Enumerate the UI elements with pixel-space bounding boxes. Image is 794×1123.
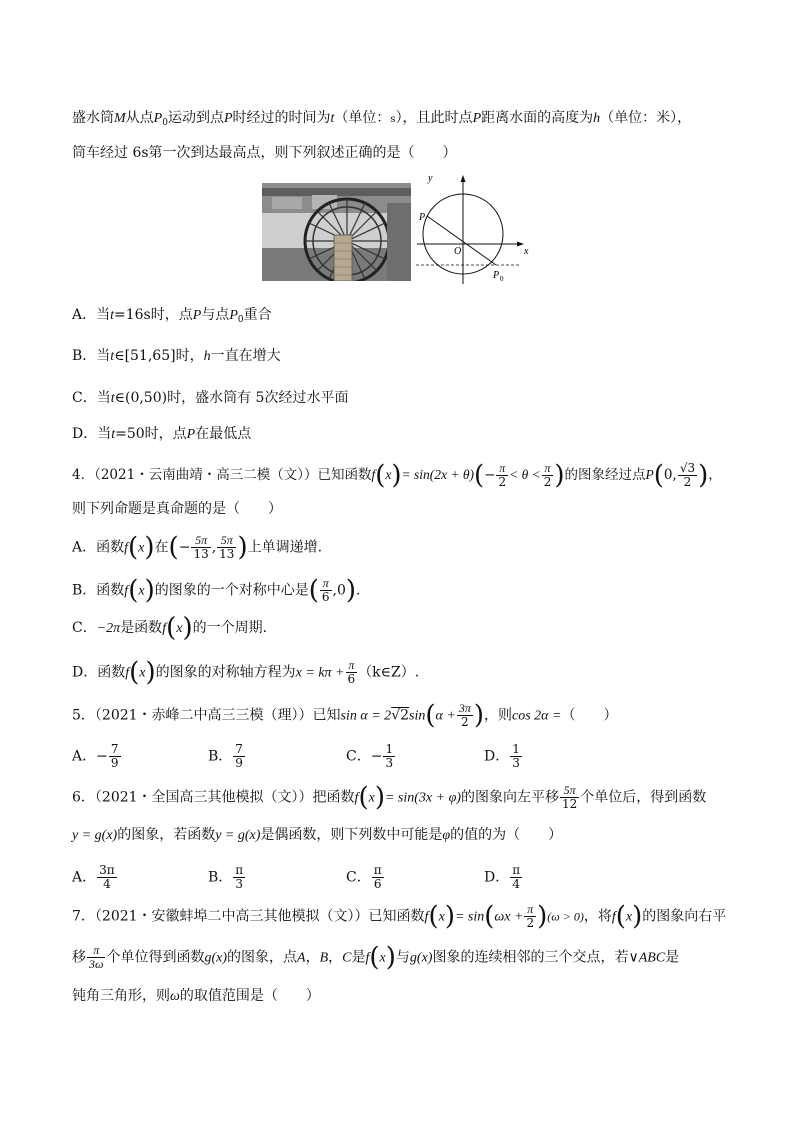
q4-option-b[interactable]: B．函数f(x)的图象的一个对称中心是( $\frac{\pi}{6}$ ,0).	[72, 575, 361, 606]
math-expr: = sin	[454, 909, 485, 925]
q3-option-d[interactable]	[72, 424, 734, 445]
text: 图象的连续相邻的三个交点，若	[432, 949, 629, 966]
fraction-5pi-over-13: $\frac{5\pi}{13}$	[219, 533, 235, 561]
text: 时，盛水筒有 5次经过水平面	[167, 390, 349, 406]
math-symbol: ∈	[114, 390, 125, 406]
q4-stem-line-1: 4．（2021・云南曲靖・高三二模（文））已知函数f(x)= sin(2x + θ)(− $\frac{\pi}{2}$ < θ < $\frac{\pi}{2}$ )的图象经过点P(0, $\frac{√3}{2}$ )，	[72, 460, 722, 491]
q7-stem-line-2: 移 $\frac{\pi}{3\omega}$ 个单位得到函数g(x)的图象，点A，B，C是f(x)与g(x)图象的连续相邻的三个交点，若∨ABC是	[72, 942, 680, 973]
text: 的取值范围是（ ）	[179, 988, 320, 1004]
math-var: φ	[442, 828, 451, 843]
text: .	[356, 582, 361, 599]
text: ，将	[583, 908, 612, 925]
option-label: D．当	[72, 426, 112, 442]
q5-option-b[interactable]	[208, 743, 246, 770]
x-axis-arrow	[517, 242, 524, 247]
q3-option-a[interactable]	[72, 305, 734, 330]
option-label: C．	[72, 620, 97, 636]
origin-label: O	[454, 246, 462, 257]
option-label: A．	[72, 748, 97, 765]
subscript: 0	[162, 118, 168, 128]
option-label: B．	[208, 748, 233, 765]
q6-option-c[interactable]	[346, 864, 385, 891]
text: 的值的为（ ）	[450, 827, 563, 843]
q5-stem: 5．（2021・赤峰二中高三三模（理））已知sin α = 2√2sin(α + $\frac{3\pi}{2}$ )，则cos 2α =（ ）	[72, 700, 618, 731]
text: 时，点	[144, 426, 187, 442]
text: 距离水面的高度为	[481, 110, 594, 126]
fraction-pi-over-2: $\frac{\pi}{2}$	[498, 461, 507, 489]
math-var: P	[472, 111, 482, 126]
fraction-5pi-over-12: $\frac{5\pi}{12}$	[561, 783, 578, 811]
math-var: P	[229, 308, 238, 323]
x-axis-label: x	[524, 246, 529, 257]
math-var: t	[110, 308, 115, 323]
math-var: P	[192, 308, 202, 323]
text: 与	[395, 949, 410, 966]
q4-option-a[interactable]: A．函数f(x)在(− $\frac{5\pi}{13}$ , $\frac{5\pi}{13}$ )上单调递增.	[72, 532, 323, 563]
math-expr: α +	[435, 708, 456, 724]
math-symbol: ∈	[114, 348, 125, 364]
math-sqrt: √2	[391, 707, 410, 724]
q6-option-d[interactable]	[484, 864, 523, 891]
option-label: B．函数	[72, 582, 125, 599]
fraction-pi-over-3omega: $\frac{\pi}{3\omega}$	[89, 943, 104, 971]
fraction-pi-over-6: $\frac{\pi}{6}$	[321, 576, 330, 604]
y-axis-arrow	[461, 175, 466, 182]
math-expr: y = g(x)	[72, 828, 118, 843]
text: 的图象的对称轴方程为	[155, 664, 296, 681]
text: 在最低点	[195, 426, 252, 442]
math-expr: = sin(3x + φ)	[384, 790, 461, 806]
unit: s	[390, 114, 396, 125]
option-fraction: $\frac{\pi}{4}$	[512, 863, 521, 891]
fraction-pi-over-2: $\frac{\pi}{2}$	[543, 461, 552, 489]
option-label: A．函数	[72, 539, 125, 556]
math-var: B	[319, 950, 329, 966]
option-fraction: $\frac{3\pi}{4}$	[99, 863, 115, 891]
fraction-pi-over-6: $\frac{\pi}{6}$	[347, 658, 356, 686]
math-expr: ,0	[332, 582, 346, 599]
option-fraction: $\frac{7}{9}$	[110, 742, 119, 770]
q3-intro-line-1	[72, 108, 734, 133]
math-expr: cos 2α =	[511, 708, 562, 724]
q5-option-d[interactable]	[484, 743, 523, 770]
q7-stem-line-1: 7．（2021・安徽蚌埠二中高三其他模拟（文））已知函数f(x)= sin(ωx + $\frac{\pi}{2}$ )(ω > 0)，将f(x)的图象向右平	[72, 901, 727, 932]
text: 从点	[125, 110, 154, 126]
math-symbol: −	[484, 467, 496, 483]
math-var: ω	[170, 989, 180, 1004]
math-expr: g(x)	[204, 950, 228, 966]
math-interval: [51,65]	[124, 348, 176, 364]
text: 的图象向右平	[642, 908, 727, 925]
question-stem: 6．（2021・全国高三其他模拟（文））把函数	[72, 789, 355, 806]
q6-option-a[interactable]	[72, 864, 118, 891]
q4-option-c[interactable]: C．−2π是函数f(x)的一个周期.	[72, 613, 268, 643]
fraction-3pi-over-2: $\frac{3\pi}{2}$	[458, 701, 471, 729]
q3-intro-line-2: 筒车经过 6s第一次到达最高点，则下列叙述正确的是（ ）	[72, 145, 457, 161]
math-var: A	[297, 950, 306, 966]
math-var: t	[110, 349, 115, 364]
text: 时，点	[150, 307, 193, 323]
option-fraction: $\frac{1}{3}$	[385, 742, 394, 770]
text: 移	[72, 949, 86, 966]
math-var: C	[342, 950, 352, 966]
text: 一直在增大	[210, 348, 281, 364]
math-var: P	[186, 427, 196, 442]
math-expr: ωx +	[494, 909, 524, 925]
q6-stem-line-1: 6．（2021・全国高三其他模拟（文））把函数f(x)= sin(3x + φ)的图象向左平移 $\frac{5\pi}{12}$ 个单位后，得到函数	[72, 782, 707, 813]
option-label: A．	[72, 869, 97, 886]
text: （单位：米），	[600, 110, 692, 126]
q5-option-c[interactable]	[346, 743, 396, 770]
question-stem: 4．（2021・云南曲靖・高三二模（文））已知函数	[72, 467, 372, 483]
text: （单位：	[334, 110, 391, 126]
wheel-coordinate-diagram	[414, 172, 532, 287]
text: ，则	[483, 707, 512, 724]
text: 的图象的一个对称中心是	[154, 582, 309, 599]
question-stem: 5．（2021・赤峰二中高三三模（理））已知	[72, 707, 341, 724]
math-var: t	[330, 111, 335, 126]
option-fraction: $\frac{\pi}{6}$	[373, 863, 382, 891]
fraction-5pi-over-13: $\frac{5\pi}{13}$	[193, 533, 209, 561]
math-var: h	[203, 349, 211, 364]
subscript: 0	[237, 315, 244, 325]
option-label: C．当	[72, 390, 111, 406]
option-label: B．当	[72, 348, 111, 364]
text: 的图象，点	[227, 949, 298, 966]
math-func: sin	[409, 708, 426, 724]
option-label: C．	[346, 869, 371, 886]
point-p0-label: P	[493, 270, 500, 281]
question-stem: 7．（2021・安徽蚌埠二中高三其他模拟（文））已知函数	[72, 908, 425, 925]
math-var: P	[153, 111, 163, 126]
math-sign: −	[370, 748, 383, 765]
math-var: f	[124, 540, 129, 556]
option-fraction: $\frac{\pi}{3}$	[235, 863, 244, 891]
option-fraction: $\frac{1}{3}$	[512, 742, 520, 770]
q7-stem-line-3	[72, 986, 734, 1007]
q5-option-a[interactable]	[72, 743, 122, 770]
option-label: D．	[484, 748, 510, 765]
text: （ ）	[561, 707, 618, 724]
point-p-label: P	[419, 212, 426, 223]
math-var: f	[371, 467, 376, 482]
text: 运动到点	[167, 110, 224, 126]
option-label: D．函数	[72, 664, 126, 681]
q3-option-c[interactable]	[72, 388, 734, 409]
math-var: x	[385, 467, 392, 482]
text: 是	[665, 949, 680, 966]
text: 个单位得到函数	[106, 949, 205, 966]
text: 时经过的时间为	[232, 110, 331, 126]
diameter-p-p0	[427, 216, 496, 265]
math-expr: y = g(x)	[215, 828, 261, 843]
math-var: P	[645, 467, 654, 482]
math-expr: sin α = 2	[340, 708, 392, 724]
option-label: A．当	[72, 307, 111, 323]
math-condition: (ω > 0)	[547, 909, 584, 924]
math-expr: 0,	[663, 467, 677, 483]
text: ），且此时点	[395, 110, 473, 126]
text: 个单位后，得到函数	[580, 789, 707, 806]
text: 钝角三角形，则	[72, 988, 170, 1004]
text: 的图象，若函数	[117, 827, 216, 843]
math-expr: =16s	[114, 307, 151, 323]
math-expr: −2π	[96, 621, 121, 636]
text: 的图象向左平移	[460, 789, 559, 806]
text: 与点	[201, 307, 230, 323]
text: 是函数	[120, 620, 163, 636]
text: 在	[154, 539, 169, 556]
text: 是偶函数，则下列数中可能是	[260, 827, 443, 843]
option-label: B．	[208, 869, 233, 886]
text: 的图象经过点	[564, 467, 646, 483]
text: 上单调递增.	[247, 539, 323, 556]
q6-option-b[interactable]	[208, 864, 246, 891]
text: 重合	[243, 307, 272, 323]
math-expr: x = kπ +	[295, 665, 345, 681]
q6-stem-line-2	[72, 825, 734, 846]
text: 是	[351, 949, 366, 966]
math-triangle: ∨ABC	[628, 950, 666, 966]
q4-stem-line-2: 则下列命题是真命题的是（ ）	[72, 501, 282, 517]
option-fraction: $\frac{7}{9}$	[235, 742, 243, 770]
math-var: t	[110, 391, 115, 406]
math-var: t	[111, 427, 116, 442]
text: 的一个周期.	[192, 620, 268, 636]
fraction-pi-over-2: $\frac{\pi}{2}$	[526, 902, 535, 930]
q3-option-b[interactable]	[72, 346, 734, 367]
q4-option-d[interactable]: D．函数f(x)的图象的对称轴方程为x = kπ + $\frac{\pi}{6}$ （k∈Z）.	[72, 657, 420, 688]
fraction-sqrt3-over-2: $\frac{√3}{2}$	[679, 461, 696, 489]
y-axis-label: y	[428, 173, 433, 184]
water-wheel-photo	[262, 183, 411, 281]
text: 盛水筒	[72, 110, 114, 126]
math-var: P	[223, 111, 233, 126]
math-expr: =50	[115, 426, 145, 442]
math-var: h	[593, 111, 601, 126]
math-sign: −	[96, 748, 108, 765]
math-var: M	[114, 111, 126, 126]
text: （k∈Z）.	[358, 664, 420, 681]
option-label: C．	[346, 748, 371, 765]
math-interval: (0,50)	[124, 390, 168, 406]
option-label: D．	[484, 869, 510, 886]
water-wheel-image	[262, 183, 411, 281]
point-p0-subscript: 0	[500, 275, 504, 283]
math-expr: < θ <	[509, 467, 541, 482]
text: 时，	[175, 348, 204, 364]
math-expr: = sin(2x + θ)	[401, 467, 474, 482]
text: ，	[708, 467, 722, 483]
